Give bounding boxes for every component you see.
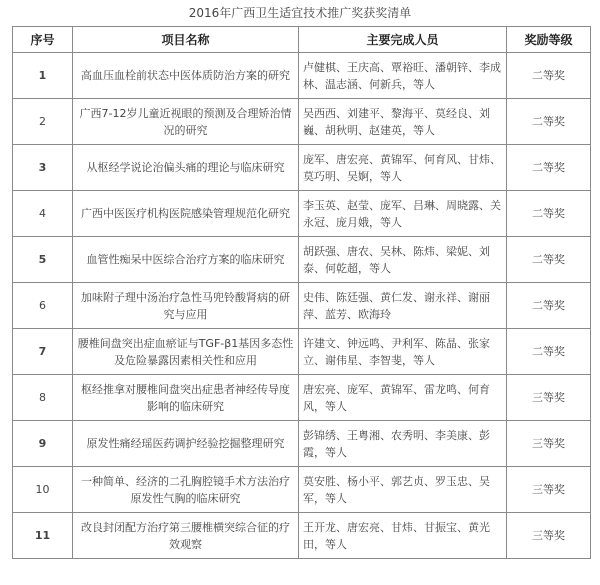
row-no: 9: [13, 421, 73, 467]
row-project-name: 广西7-12岁儿童近视眼的预测及合理矫治情况的研究: [73, 99, 299, 145]
row-people: 史伟、陈廷强、黄仁发、谢永祥、谢丽萍、蓝芳、欧海玲: [299, 283, 507, 329]
row-people: 许建文、钟远鸣、尹利军、陈晶、张家立、谢伟星、李智斐，等人: [299, 329, 507, 375]
row-project-name: 加味附子理中汤治疗急性马兜铃酸肾病的研究与应用: [73, 283, 299, 329]
header-no: 序号: [13, 27, 73, 53]
row-no: 10: [13, 467, 73, 513]
row-project-name: 从枢经学说论治偏头痛的理论与临床研究: [73, 145, 299, 191]
row-people: 卢健棋、王庆高、覃裕旺、潘朝锌、李成林、温志涵、何新兵，等人: [299, 53, 507, 99]
table-row: [13, 421, 591, 467]
page-title: 2016年广西卫生适宜技术推广奖获奖清单: [188, 6, 412, 20]
table-row: [13, 467, 591, 513]
row-grade: 二等奖: [507, 145, 591, 191]
table-row: [13, 283, 591, 329]
table-row: [13, 145, 591, 191]
row-people: 王开龙、唐宏亮、甘炜、甘振宝、黄光田，等人: [299, 513, 507, 559]
row-grade: 三等奖: [507, 375, 591, 421]
table-row: [13, 237, 591, 283]
row-grade: 二等奖: [507, 283, 591, 329]
table-row: [13, 375, 591, 421]
header-grade: 奖励等级: [507, 27, 591, 53]
row-people: 李玉英、赵莹、庞军、吕琳、周晓露、关永冠、庞月娥，等人: [299, 191, 507, 237]
row-project-name: 高血压血栓前状态中医体质防治方案的研究: [73, 53, 299, 99]
row-project-name: 血管性痴呆中医综合治疗方案的临床研究: [73, 237, 299, 283]
row-people: 胡跃强、唐农、吴林、陈炜、梁妮、刘泰、何乾超，等人: [299, 237, 507, 283]
table-row: [13, 99, 591, 145]
table-row: [13, 513, 591, 559]
row-people: 唐宏亮、庞军、黄锦军、雷龙鸣、何育风，等人: [299, 375, 507, 421]
row-grade: 三等奖: [507, 421, 591, 467]
row-project-name: 枢经推拿对腰椎间盘突出症患者神经传导度影响的临床研究: [73, 375, 299, 421]
header-name: 项目名称: [73, 27, 299, 53]
row-no: 6: [13, 283, 73, 329]
row-no: 7: [13, 329, 73, 375]
award-table: [12, 26, 591, 559]
row-people: 吴西西、刘建平、黎海平、莫经良、刘巍、胡秋明、赵建英，等人: [299, 99, 507, 145]
row-grade: 三等奖: [507, 513, 591, 559]
row-project-name: 改良封闭配方治疗第三腰椎横突综合征的疗效观察: [73, 513, 299, 559]
row-grade: 二等奖: [507, 237, 591, 283]
row-grade: 二等奖: [507, 53, 591, 99]
row-no: 8: [13, 375, 73, 421]
row-no: 11: [13, 513, 73, 559]
row-project-name: 广西中医医疗机构医院感染管理规范化研究: [73, 191, 299, 237]
table-row: [13, 191, 591, 237]
row-no: 2: [13, 99, 73, 145]
row-no: 4: [13, 191, 73, 237]
row-people: 彭锦绣、王粤湘、农秀明、李美康、彭霞，等人: [299, 421, 507, 467]
row-no: 5: [13, 237, 73, 283]
header-people: 主要完成人员: [299, 27, 507, 53]
row-people: 莫安胜、杨小平、郭艺贞、罗玉忠、吴军，等人: [299, 467, 507, 513]
row-grade: 二等奖: [507, 99, 591, 145]
row-no: 1: [13, 53, 73, 99]
row-grade: 二等奖: [507, 329, 591, 375]
row-project-name: 腰椎间盘突出症血瘀证与TGF-β1基因多态性及危险暴露因素相关性和应用: [73, 329, 299, 375]
row-grade: 三等奖: [507, 467, 591, 513]
table-row: [13, 53, 591, 99]
row-people: 庞军、唐宏亮、黄锦军、何育风、甘炜、莫巧明、吴婀，等人: [299, 145, 507, 191]
table-row: [13, 329, 591, 375]
row-project-name: 一种简单、经济的二孔胸腔镜手术方法治疗原发性气胸的临床研究: [73, 467, 299, 513]
table-header-row: [13, 27, 591, 53]
row-project-name: 原发性痛经瑶医药调护经验挖掘整理研究: [73, 421, 299, 467]
row-grade: 二等奖: [507, 191, 591, 237]
row-no: 3: [13, 145, 73, 191]
